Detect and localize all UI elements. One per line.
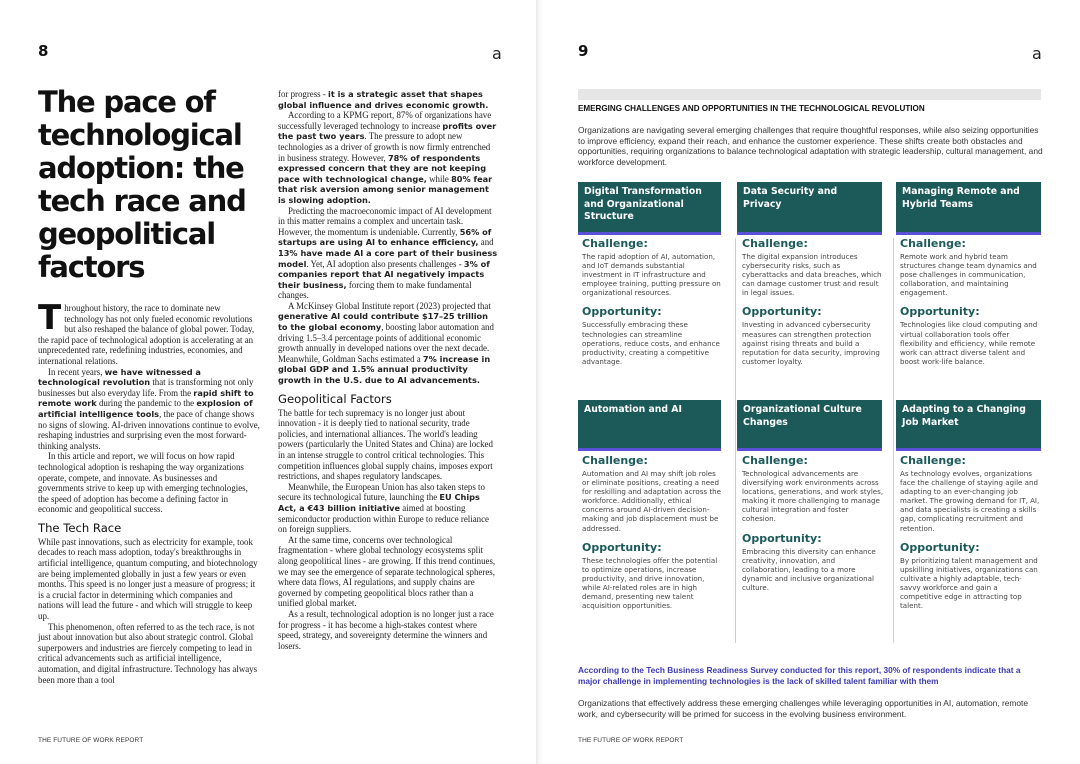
article-column-2 bbox=[278, 89, 498, 651]
card-header-job-market: Adapting to a Changing Job Market bbox=[896, 400, 1041, 448]
card-accent-bar bbox=[737, 448, 882, 451]
paragraph: Predicting the macroeconomic impact of AI development in this matter remains a complex and uncertain task. However, the momentum is undeniable. Currently, 56% of startups are using AI to enhance efficiency, and 13% have made AI a core part of their business model. Yet, AI adoption also presents challenges - 3% of companies report that AI negatively impacts their business, forcing them to make fundamental changes. bbox=[278, 205, 498, 301]
card-accent-bar bbox=[578, 232, 721, 235]
challenge-label: Challenge: bbox=[742, 237, 808, 250]
challenge-label: Challenge: bbox=[900, 454, 966, 467]
card-header-remote-teams: Managing Remote and Hybrid Teams bbox=[896, 182, 1041, 232]
card-body-culture-changes bbox=[742, 454, 884, 600]
paragraph: According to a KPMG report, 87% of organizations have successfully leveraged technology to increase profits over the past two years. The pressure to adopt new technologies as a driver of growth is now firmly entrenched in business strategy. However, 78% of respondents expressed concern that they are not keeping pace with technological change, while 80% fear that risk aversion among senior management is slowing adoption. bbox=[278, 110, 497, 205]
challenge-text: Remote work and hybrid team structures change team dynamics and pose challenges in communication, collaboration, and maintaining engagement. bbox=[900, 252, 1037, 298]
card-accent-bar bbox=[737, 232, 882, 235]
card-body-job-market bbox=[900, 454, 1042, 618]
paragraph: A McKinsey Global Institute report (2023) projected that generative AI could contribute $17–25 trillion to the global economy, boosting labor automation and driving 1.5–3.4 percentage points of additional economic growth annually in developed nations over the next decade. Meanwhile, Goldman Sachs estimated a 7% increase in global GDP and 1.5% annual productivity growth in the U.S. due to AI advancements. bbox=[278, 300, 494, 386]
article-column-1 bbox=[38, 298, 260, 685]
opportunity-text: Successfully embracing these technologies can streamline operations, reduce costs, and enhance productivity, creating a competitive advantage. bbox=[582, 320, 720, 366]
column-divider bbox=[893, 238, 894, 643]
challenge-label: Challenge: bbox=[582, 454, 648, 467]
challenge-text: Automation and AI may shift job roles or eliminate positions, creating a need for reskilling and adaptation across the workforce. Additionally, ethical concerns around AI-driven decision-making and job displacement must be addressed. bbox=[582, 469, 721, 533]
column-divider bbox=[735, 238, 736, 643]
card-body-data-security bbox=[742, 237, 884, 374]
challenge-text: The rapid adoption of AI, automation, and IoT demands substantial investment in IT infrastructure and employee training, putting pressure on organizational resources. bbox=[582, 252, 721, 298]
opportunity-label: Opportunity: bbox=[900, 305, 980, 319]
book-gutter bbox=[536, 0, 544, 764]
paragraph: At the same time, concerns over technological fragmentation - where global technology ecosystems split along geopolitical lines - are growing. If this trend continues, we may see the emergence of separate technological spheres, where data flows, AI regulations, and supply chains are governed by competing geopolitical blocs rather than a unified global market. bbox=[278, 534, 496, 609]
card-body-remote-teams bbox=[900, 237, 1042, 374]
paragraph: While past innovations, such as electricity for example, took decades to reach mass adoption, today's breakthroughs in artificial intelligence, quantum computing, and biotechnology are being implemented globally in just a few years or even months. This speed is no longer just a measure of progress; it is a crucial factor in determining which companies and nations will lead the future - and which will struggle to keep up. bbox=[38, 536, 258, 622]
opportunity-text: Embracing this diversity can enhance creativity, innovation, and collaboration, leading to a more dynamic and inclusive organizational culture. bbox=[742, 546, 876, 592]
card-header-data-security: Data Security and Privacy bbox=[737, 182, 882, 232]
card-accent-bar bbox=[896, 232, 1041, 235]
opportunity-label: Opportunity: bbox=[742, 531, 822, 545]
page-number-left: 8 bbox=[38, 42, 49, 60]
opportunity-text: Investing in advanced cybersecurity measures can strengthen protection against rising threats and build a reputation for data security, improving customer loyalty. bbox=[742, 320, 880, 366]
challenge-text: Technological advancements are diversifying work environments across locations, generations, and work styles, making it more challenging to manage cultural integration and foster cohesion. bbox=[742, 469, 884, 524]
opportunity-text: Technologies like cloud computing and virtual collaboration tools offer flexibility and efficiency, while remote work can attract diverse talent and boost work-life balance. bbox=[900, 320, 1038, 366]
paragraph: As a result, technological adoption is no longer just a race for progress - it has become a high-stakes contest where speed, strategy, and sovereignty determine the winners and losers. bbox=[278, 608, 494, 651]
card-body-digital-transformation bbox=[582, 237, 722, 374]
paragraph: Meanwhile, the European Union has also taken steps to secure its technological future, launching the EU Chips Act, a €43 billion initiative aimed at boosting semiconductor production within Europe to reduce reliance on foreign suppliers. bbox=[278, 481, 489, 535]
closing-paragraph: Organizations that effectively address these emerging challenges while leveraging opportunities in AI, automation, remote work, and cybersecurity will be primed for success in the evolving business environment. bbox=[578, 698, 1029, 719]
card-accent-bar bbox=[896, 448, 1041, 451]
header-rule bbox=[578, 89, 1041, 100]
brand-logo-right: a bbox=[1032, 44, 1042, 63]
intro-text: Organizations are navigating several emerging challenges that require thoughtful responses, while also seizing opportunities to improve efficiency, expand their reach, and enhance the customer experience. These shifts create both obstacles and opportunities, requiring organizations to balance technological adaptation with strategic leadership, cultural management, and workforce development. bbox=[578, 125, 1043, 167]
opportunity-label: Opportunity: bbox=[582, 305, 662, 319]
paragraph: for progress - it is a strategic asset that shapes global influence and drives economic growth. bbox=[278, 89, 489, 110]
card-header-culture-changes: Organizational Culture Changes bbox=[737, 400, 882, 448]
challenge-label: Challenge: bbox=[900, 237, 966, 250]
opportunity-label: Opportunity: bbox=[742, 305, 822, 319]
card-body-automation-ai bbox=[582, 454, 722, 618]
section-title: EMERGING CHALLENGES AND OPPORTUNITIES IN THE TECHNOLOGICAL REVOLUTION bbox=[578, 104, 925, 113]
challenge-label: Challenge: bbox=[742, 454, 808, 467]
survey-highlight: According to the Tech Business Readiness Survey conducted for this report, 30% of respondents indicate that a major challenge in implementing technologies is the lack of skilled talent familiar with them bbox=[578, 665, 1021, 686]
section-heading-tech-race: The Tech Race bbox=[38, 520, 122, 535]
brand-logo-left: a bbox=[492, 44, 502, 63]
opportunity-label: Opportunity: bbox=[900, 540, 980, 554]
card-header-automation-ai: Automation and AI bbox=[578, 400, 721, 448]
paragraph: This phenomenon, often referred to as the tech race, is not just about innovation but also about strategic control. Global superpowers and industries are fiercely competing to lead in critical advancements such as artificial intelligence, automation, and digital infrastructure. Technology has always been more than a tool bbox=[38, 621, 258, 685]
footer-left: THE FUTURE OF WORK REPORT bbox=[38, 737, 144, 744]
opportunity-label: Opportunity: bbox=[582, 540, 662, 554]
page-title: The pace of technological adoption: the tech race and geopolitical factors bbox=[38, 85, 246, 284]
challenge-text: The digital expansion introduces cybersecurity risks, such as cyberattacks and data breaches, which can damage customer trust and result in legal issues. bbox=[742, 252, 882, 298]
challenge-text: As technology evolves, organizations face the challenge of staying agile and adapting to an ever-changing job market. The growing demand for IT, AI, and data specialists is creating a skills gap, complicating recruitment and retention. bbox=[900, 469, 1040, 533]
right-page bbox=[544, 0, 1080, 764]
intro-paragraph: Throughout history, the race to dominate new technology has not only fueled economic revolutions but also reshaped the balance of global power. Today, the rapid pace of technological adoption is accelerating at an unprecedented rate, redefining industries, economies, and international relations. bbox=[38, 298, 255, 366]
section-heading-geopolitical: Geopolitical Factors bbox=[278, 391, 392, 406]
paragraph: In this article and report, we will focus on how rapid technological adoption is reshaping the way organizations operate, compete, and innovate. As businesses and governments strive to keep up with emerging technologies, the speed of adoption has become a defining factor in economic and geopolitical success. bbox=[38, 451, 248, 515]
drop-cap: T bbox=[38, 298, 62, 338]
footer-right: THE FUTURE OF WORK REPORT bbox=[578, 737, 684, 744]
paragraph: The battle for tech supremacy is no longer just about innovation - it is deeply tied to national security, trade policies, and international alliances. The world's leading powers (particularly the United States and China) are locked in an intense struggle to control critical technologies. This competition influences global supply chains, imposes export restrictions, and shapes regulatory landscapes. bbox=[278, 407, 493, 482]
opportunity-text: These technologies offer the potential to optimize operations, increase productivity, and drive innovation, while AI-related roles are in high demand, presenting new talent acquisition opportunities. bbox=[582, 555, 718, 611]
paragraph: In recent years, we have witnessed a technological revolution that is transforming not only businesses but also everyday life. From the rapid shift to remote work during the pandemic to the explosion of artificial intelligence tools, the pace of change shows no signs of slowing. AI-driven innovations continue to evolve, reshaping industries and surprising even the most forward-thinking analysts. bbox=[38, 366, 260, 451]
card-accent-bar bbox=[578, 448, 721, 451]
opportunity-text: By prioritizing talent management and upskilling initiatives, organizations can cultivate a highly adaptable, tech-savvy workforce and gain a competitive edge in attracting top talent. bbox=[900, 555, 1038, 611]
page-number-right: 9 bbox=[578, 42, 589, 60]
challenge-label: Challenge: bbox=[582, 237, 648, 250]
card-header-digital-transformation: Digital Transformation and Organizational Structure bbox=[578, 182, 721, 232]
